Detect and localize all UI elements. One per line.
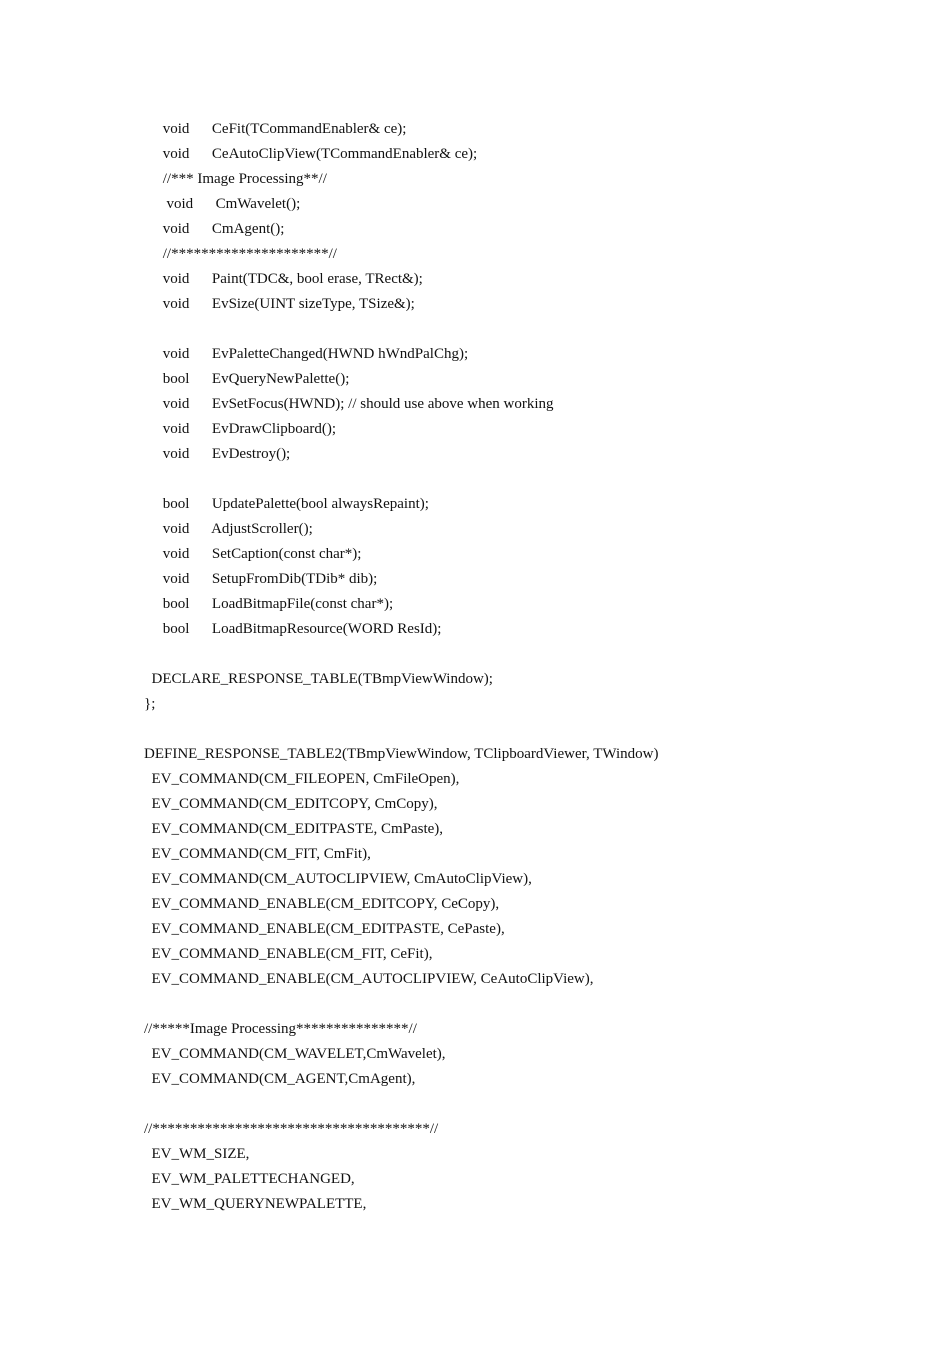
code-line: bool UpdatePalette(bool alwaysRepaint); [144, 496, 429, 512]
blank-line [144, 717, 658, 742]
code-line: EV_COMMAND(CM_EDITCOPY, CmCopy), [144, 796, 438, 812]
code-line: void CeFit(TCommandEnabler& ce); [144, 121, 407, 137]
code-line: DECLARE_RESPONSE_TABLE(TBmpViewWindow); [144, 671, 493, 687]
blank-line [144, 467, 658, 492]
code-line: void Paint(TDC&, bool erase, TRect&); [144, 271, 423, 287]
code-line: void EvDrawClipboard(); [144, 421, 337, 437]
code-line: void EvPaletteChanged(HWND hWndPalChg); [144, 346, 469, 362]
code-line: bool LoadBitmapFile(const char*); [144, 596, 394, 612]
code-line: EV_WM_SIZE, [144, 1146, 250, 1162]
code-line: void CeAutoClipView(TCommandEnabler& ce); [144, 146, 478, 162]
code-line: EV_COMMAND(CM_EDITPASTE, CmPaste), [144, 821, 444, 837]
code-line: void EvDestroy(); [144, 446, 291, 462]
code-comment-line: //*** Image Processing**// [144, 171, 327, 187]
code-line: EV_COMMAND(CM_AGENT,CmAgent), [144, 1071, 416, 1087]
code-comment-line: //*************************************// [144, 1121, 439, 1137]
code-line: void EvSize(UINT sizeType, TSize&); [144, 296, 415, 312]
code-line: }; [144, 696, 156, 712]
code-line: EV_COMMAND_ENABLE(CM_FIT, CeFit), [144, 946, 433, 962]
code-line: bool LoadBitmapResource(WORD ResId); [144, 621, 442, 637]
code-line: EV_COMMAND(CM_FIT, CmFit), [144, 846, 371, 862]
code-comment-line: //*****Image Processing***************// [144, 1021, 417, 1037]
code-line: void SetupFromDib(TDib* dib); [144, 571, 378, 587]
blank-line [144, 992, 658, 1017]
code-comment-line: //*********************// [144, 246, 337, 262]
code-line: EV_COMMAND(CM_WAVELET,CmWavelet), [144, 1046, 446, 1062]
code-line: void AdjustScroller(); [144, 521, 313, 537]
code-line: EV_COMMAND_ENABLE(CM_AUTOCLIPVIEW, CeAutoClipView), [144, 971, 594, 987]
blank-line [144, 317, 658, 342]
code-line: void EvSetFocus(HWND); // should use above when working [144, 396, 554, 412]
code-line: DEFINE_RESPONSE_TABLE2(TBmpViewWindow, TClipboardViewer, TWindow) [144, 746, 659, 762]
code-line: EV_COMMAND(CM_AUTOCLIPVIEW, CmAutoClipView), [144, 871, 532, 887]
code-line: void CmWavelet(); [144, 196, 301, 212]
code-line: void CmAgent(); [144, 221, 285, 237]
code-listing [144, 117, 658, 1217]
code-line: EV_COMMAND(CM_FILEOPEN, CmFileOpen), [144, 771, 460, 787]
code-line: void SetCaption(const char*); [144, 546, 362, 562]
code-line: EV_WM_QUERYNEWPALETTE, [144, 1196, 367, 1212]
code-line: bool EvQueryNewPalette(); [144, 371, 350, 387]
code-line: EV_COMMAND_ENABLE(CM_EDITPASTE, CePaste), [144, 921, 505, 937]
code-line: EV_WM_PALETTECHANGED, [144, 1171, 355, 1187]
blank-line [144, 642, 658, 667]
blank-line [144, 1092, 658, 1117]
code-line: EV_COMMAND_ENABLE(CM_EDITCOPY, CeCopy), [144, 896, 500, 912]
